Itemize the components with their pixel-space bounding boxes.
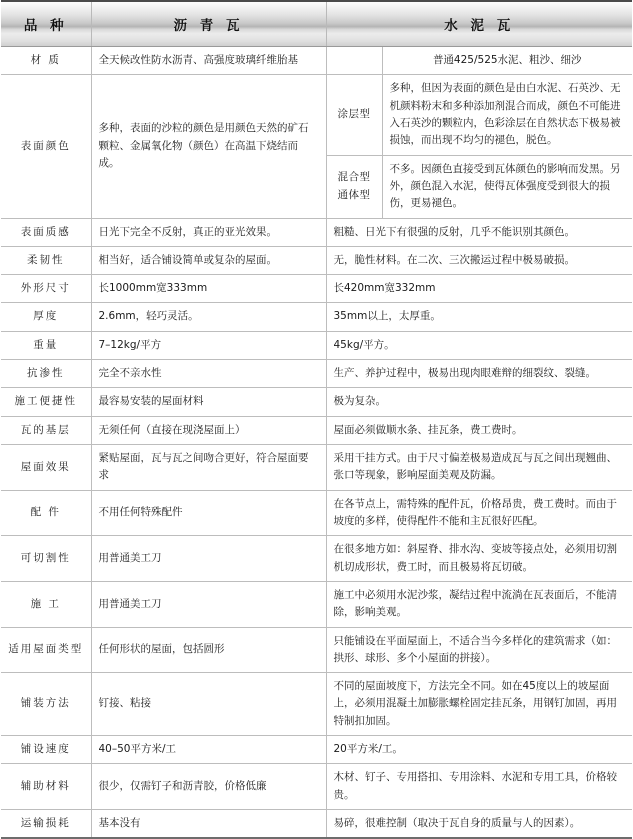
cell-cement: 普通425/525水泥、粗沙、细沙 — [382, 47, 632, 75]
cell-cement-mixed: 不多。因颜色直接受到瓦体颜色的影响而发黑。另外，颜色混入水泥，使得瓦体强度受到很大的损伤，更易褪色。 — [382, 155, 632, 218]
row-key: 施工便捷性 — [1, 388, 91, 416]
table-row — [1, 490, 632, 536]
table-row — [1, 627, 632, 673]
cell-cement-coating: 多种，但因为表面的颜色是由白水泥、石英沙、无机颜料粉末和多种添加剂混合而成，颜色不可能进入石英沙的颗粒内，色彩涂层在自然状态下极易被损蚀，而出现不均匀的褪色，脱色。 — [382, 75, 632, 155]
cell-asphalt: 任何形状的屋面，包括圆形 — [91, 627, 326, 673]
cell-cement: 只能铺设在平面屋面上，不适合当今多样化的建筑需求（如：拱形、球形、多个小屋面的拼接）。 — [326, 627, 632, 673]
row-key: 厚度 — [1, 303, 91, 331]
cell-cement: 粗糙、日光下有很强的反射，几乎不能识别其颜色。 — [326, 218, 632, 246]
cell-asphalt: 相当好，适合铺设简单或复杂的屋面。 — [91, 246, 326, 274]
cell-cement: 不同的屋面坡度下，方法完全不同。如在45度以上的坡屋面上，必须用混凝土加膨胀螺栓固定挂瓦条，用钢钉加固，再用特制扣加固。 — [326, 673, 632, 736]
cell-cement: 施工中必须用水泥沙浆，凝结过程中流淌在瓦表面后，不能清除，影响美观。 — [326, 581, 632, 627]
header-category: 品 种 — [1, 1, 91, 47]
cell-asphalt: 长1000mm宽333mm — [91, 275, 326, 303]
cell-asphalt: 不用任何特殊配件 — [91, 490, 326, 536]
table-row — [1, 218, 632, 246]
cell-cement: 20平方米/工。 — [326, 736, 632, 764]
cell-asphalt: 很少，仅需钉子和沥青胶，价格低廉 — [91, 764, 326, 810]
table-row — [1, 736, 632, 764]
cell-cement: 屋面必须做顺水条、挂瓦条，费工费时。 — [326, 416, 632, 444]
row-key: 重量 — [1, 331, 91, 359]
table-row — [1, 75, 632, 155]
table-body — [1, 47, 632, 839]
cell-cement: 木材、钉子、专用搭扣、专用涂料、水泥和专用工具，价格较贵。 — [326, 764, 632, 810]
row-key: 运输损耗 — [1, 810, 91, 839]
row-key: 屋面效果 — [1, 445, 91, 491]
cell-cement: 无，脆性材料。在二次、三次搬运过程中极易破损。 — [326, 246, 632, 274]
row-key: 瓦的基层 — [1, 416, 91, 444]
cell-asphalt: 日光下完全不反射，真正的亚光效果。 — [91, 218, 326, 246]
row-key: 柔韧性 — [1, 246, 91, 274]
table-row — [1, 360, 632, 388]
cell-subtype-empty — [326, 47, 382, 75]
cell-asphalt: 基本没有 — [91, 810, 326, 839]
table-row — [1, 246, 632, 274]
row-key: 可切割性 — [1, 536, 91, 582]
row-key: 外形尺寸 — [1, 275, 91, 303]
row-key: 辅助材料 — [1, 764, 91, 810]
cell-cement: 易碎，很难控制（取决于瓦自身的质量与人的因素）。 — [326, 810, 632, 839]
cell-asphalt: 40–50平方米/工 — [91, 736, 326, 764]
table-row — [1, 331, 632, 359]
cell-cement: 35mm以上，太厚重。 — [326, 303, 632, 331]
cell-asphalt: 紧贴屋面，瓦与瓦之间吻合更好，符合屋面要求 — [91, 445, 326, 491]
subtype-mixed-line1: 混合型 — [337, 171, 371, 184]
table-row — [1, 47, 632, 75]
table-row — [1, 388, 632, 416]
row-key: 适用屋面类型 — [1, 627, 91, 673]
table-row — [1, 416, 632, 444]
subtype-mixed-line2: 通体型 — [337, 188, 371, 201]
table-row — [1, 581, 632, 627]
cell-cement: 长420mm宽332mm — [326, 275, 632, 303]
row-key: 抗渗性 — [1, 360, 91, 388]
cell-cement: 45kg/平方。 — [326, 331, 632, 359]
cell-asphalt: 用普通美工刀 — [91, 581, 326, 627]
cell-cement: 在各节点上，需特殊的配件瓦，价格昂贵，费工费时。而由于坡度的多样，使得配件不能和主瓦很好匹配。 — [326, 490, 632, 536]
row-key: 铺设速度 — [1, 736, 91, 764]
table-row — [1, 536, 632, 582]
cell-cement: 采用干挂方式。由于尺寸偏差极易造成瓦与瓦之间出现翘曲、张口等现象，影响屋面美观及防漏。 — [326, 445, 632, 491]
cell-asphalt: 无须任何（直接在现浇屋面上） — [91, 416, 326, 444]
row-key: 表面颜色 — [1, 75, 91, 218]
row-key: 材 质 — [1, 47, 91, 75]
cell-asphalt: 2.6mm，轻巧灵活。 — [91, 303, 326, 331]
cell-asphalt: 完全不亲水性 — [91, 360, 326, 388]
header-asphalt-tile: 沥 青 瓦 — [91, 1, 326, 47]
cell-subtype-coating: 涂层型 — [326, 75, 382, 155]
cell-cement: 极为复杂。 — [326, 388, 632, 416]
table-row — [1, 673, 632, 736]
row-key: 表面质感 — [1, 218, 91, 246]
tile-comparison-table — [1, 0, 632, 839]
cell-asphalt: 用普通美工刀 — [91, 536, 326, 582]
header-cement-tile: 水 泥 瓦 — [326, 1, 632, 47]
table-row — [1, 303, 632, 331]
table-header-row — [1, 1, 632, 47]
cell-asphalt: 钉接、粘接 — [91, 673, 326, 736]
cell-asphalt: 7–12kg/平方 — [91, 331, 326, 359]
table-row — [1, 810, 632, 839]
table-row — [1, 764, 632, 810]
cell-subtype-mixed — [326, 155, 382, 218]
table-row — [1, 445, 632, 491]
row-key: 铺装方法 — [1, 673, 91, 736]
table-header — [1, 1, 632, 47]
row-key: 施 工 — [1, 581, 91, 627]
cell-cement: 在很多地方如：斜屋脊、排水沟、变坡等接点处，必须用切割机切成形状，费工时，而且极易将瓦切破。 — [326, 536, 632, 582]
cell-asphalt: 多种，表面的沙粒的颜色是用颜色天然的矿石颗粒、金属氧化物（颜色）在高温下烧结而成。 — [91, 75, 326, 218]
row-key: 配 件 — [1, 490, 91, 536]
cell-cement: 生产、养护过程中，极易出现肉眼难辩的细裂纹、裂缝。 — [326, 360, 632, 388]
cell-asphalt: 全天候改性防水沥青、高强度玻璃纤维胎基 — [91, 47, 326, 75]
cell-asphalt: 最容易安装的屋面材料 — [91, 388, 326, 416]
table-row — [1, 275, 632, 303]
